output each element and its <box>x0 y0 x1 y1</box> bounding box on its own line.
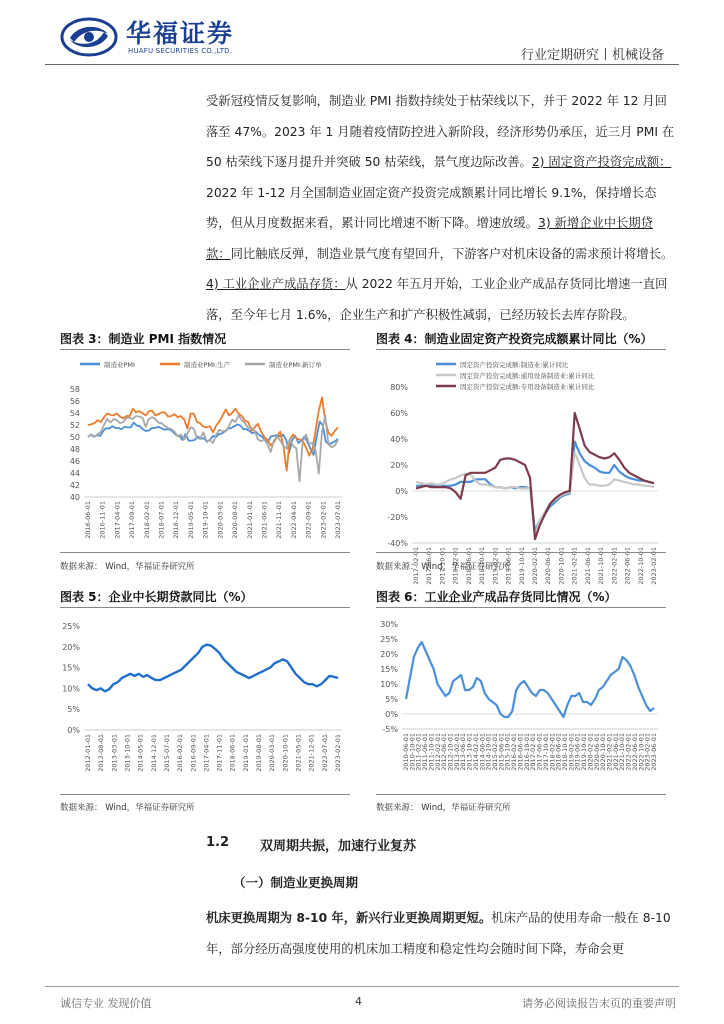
legend-label: 制造业PMI:新订单 <box>269 361 322 369</box>
y-tick-label: 25% <box>380 635 398 644</box>
section-number: 1.2 <box>206 835 230 850</box>
figure-3-source: 数据来源： Wind，华福证券研究所 <box>60 562 195 572</box>
y-tick-label: 0% <box>67 726 80 735</box>
y-tick-label: 20% <box>390 461 408 470</box>
y-tick-label: -5% <box>382 725 398 734</box>
x-tick-label: 2023-02-01 <box>319 501 328 539</box>
figure-6-source: 数据来源： Wind，华福证券研究所 <box>376 803 511 813</box>
x-tick-label: 2020-10-01 <box>599 733 608 771</box>
x-tick-label: 2021-02-01 <box>570 547 579 585</box>
x-tick-label: 2012-01-01 <box>84 734 92 772</box>
para-text: 受新冠疫情反复影响，制造业 PMI 指数持续处于枯荣线以下，并于 2022 年 12 月回落至 47%。2023 年 1 月随着疫情防控进入新阶段，经济形势仍承压，近三月 PMI 在 50 枯荣线下逐月提升并突破 50 枯荣线，景气度边际改善。 <box>206 94 675 169</box>
series-line-1 <box>88 645 338 692</box>
y-tick-label: 56 <box>69 397 80 406</box>
x-tick-label: 2018-12-01 <box>172 501 181 539</box>
x-tick-label: 2022-06-01 <box>623 547 632 585</box>
x-tick-label: 2023-07-01 <box>334 501 342 539</box>
pmi-chart <box>60 355 350 547</box>
x-tick-label: 2011-06-01 <box>421 733 430 771</box>
y-tick-label: 40 <box>69 493 80 502</box>
x-tick-label: 2021-05-01 <box>294 734 303 772</box>
x-tick-label: 2022-10-01 <box>636 547 645 585</box>
x-tick-label: 2017-11-01 <box>215 734 224 772</box>
section-title: 双周期共振，加速行业复苏 <box>260 839 417 854</box>
subsection-title: （一）制造业更换周期 <box>233 875 359 890</box>
x-tick-label: 2019-06-01 <box>573 733 582 771</box>
figure-3-rule <box>60 349 350 350</box>
y-tick-label: -40% <box>387 539 408 548</box>
x-tick-label: 2012-02-01 <box>433 733 442 771</box>
y-tick-label: 40% <box>390 435 408 444</box>
x-tick-label: 2021-06-01 <box>260 501 269 539</box>
x-tick-label: 2018-02-01 <box>451 547 460 585</box>
x-tick-label: 2014-12-01 <box>149 734 158 772</box>
x-tick-label: 2020-08-01 <box>231 501 240 539</box>
y-tick-label: 10% <box>62 684 80 694</box>
series-line-1 <box>406 642 654 717</box>
x-tick-label: 2022-02-01 <box>610 547 619 585</box>
x-tick-label: 2013-02-01 <box>452 733 461 771</box>
brand-name: 华福证券 <box>126 19 235 48</box>
x-tick-label: 2013-06-01 <box>459 733 468 771</box>
x-tick-label: 2011-02-01 <box>414 733 423 771</box>
x-tick-label: 2022-06-01 <box>630 733 639 771</box>
brand-name-en: HUAFU SECURITIES CO.,LTD. <box>128 47 233 55</box>
x-tick-label: 2013-10-01 <box>123 734 132 772</box>
para-text: 2022 年 1-12 月全国制造业固定资产投资完成额累计同比增长 9.1%，保持增长态势，但从月度数据来看，累计同比增速不断下降。增速放缓。 <box>206 185 657 230</box>
x-tick-label: 2023-02-01 <box>334 734 342 772</box>
x-tick-label: 2015-02-01 <box>491 733 500 771</box>
para-text: 从 2022 年五月开始，工业企业产成品存货同比增速一直回落，至今年七月 1.6%，企业生产和扩产积极性减弱，已经历较长去库存阶段。 <box>206 277 668 322</box>
x-tick-label: 2020-03-01 <box>216 501 225 539</box>
x-tick-label: 2012-10-01 <box>446 733 455 771</box>
figure-4-rule-bottom <box>376 552 666 553</box>
x-tick-label: 2019-06-01 <box>504 547 513 585</box>
x-tick-label: 2014-02-01 <box>471 733 480 771</box>
legend-label: 制造业PMI:生产 <box>184 361 231 369</box>
x-tick-label: 2019-10-01 <box>517 547 526 585</box>
para-lead: 机床更换周期为 8-10 年，新兴行业更换周期更短。 <box>206 911 492 925</box>
y-tick-label: 5% <box>385 695 398 704</box>
x-tick-label: 2021-10-01 <box>597 547 606 585</box>
x-tick-label: 2018-07-01 <box>157 501 166 539</box>
figure-4-source: 数据来源： Wind，华福证券研究所 <box>376 562 511 572</box>
para-text: 机床产品的使用寿命一般在 8-10 年，部分经历高强度使用的机床加工精度和稳定性均会随时间下降，寿命会更 <box>206 911 671 956</box>
x-tick-label: 2021-11-01 <box>275 501 284 539</box>
header-divider <box>45 64 679 65</box>
x-tick-label: 2018-10-01 <box>560 733 569 771</box>
y-tick-label: 15% <box>62 663 80 673</box>
y-tick-label: 10% <box>380 680 398 689</box>
legend-label: 固定资产投资完成额:制造业:累计同比 <box>460 361 569 369</box>
footer-slogan: 诚信专业 发现价值 <box>60 997 152 1010</box>
x-tick-label: 2022-10-01 <box>637 733 646 771</box>
x-tick-label: 2017-10-01 <box>438 547 447 585</box>
para-subheading: 4) 工业企业产成品存货： <box>206 277 346 291</box>
x-tick-label: 2019-02-01 <box>491 547 500 585</box>
x-tick-label: 2014-10-01 <box>484 733 493 771</box>
para-subheading: 2) 固定资产投资完成额： <box>531 155 672 169</box>
y-tick-label: 54 <box>69 409 80 418</box>
y-tick-label: 52 <box>69 421 80 430</box>
x-tick-label: 2022-02-01 <box>624 733 633 771</box>
y-tick-label: 0% <box>395 487 408 496</box>
x-tick-label: 2014-06-01 <box>478 733 487 771</box>
x-tick-label: 2015-10-01 <box>503 733 512 771</box>
para-text: 同比触底反弹，制造业景气度有望回升，下游客户对机床设备的需求预计将增长。 <box>230 246 674 261</box>
figure-6-title: 图表 6：工业企业产成品存货同比情况（%） <box>376 590 617 604</box>
x-tick-label: 2019-08-01 <box>255 734 264 772</box>
x-tick-label: 2021-06-01 <box>583 547 592 585</box>
y-tick-label: -20% <box>387 513 408 522</box>
x-tick-label: 2017-02-01 <box>412 547 420 585</box>
figure-6-rule <box>376 607 666 608</box>
body-paragraph-1 <box>206 86 676 330</box>
x-tick-label: 2021-02-01 <box>605 733 614 771</box>
x-tick-label: 2013-10-01 <box>465 733 474 771</box>
x-tick-label: 2019-10-01 <box>580 733 589 771</box>
x-tick-label: 2010-06-01 <box>402 733 410 771</box>
x-tick-label: 2017-09-01 <box>128 501 137 539</box>
x-tick-label: 2013-03-01 <box>110 734 119 772</box>
series-line-1 <box>416 442 654 532</box>
y-tick-label: 15% <box>380 665 398 674</box>
y-tick-label: 30% <box>380 620 398 629</box>
report-category: 行业定期研究丨机械设备 <box>520 48 664 63</box>
y-tick-label: 25% <box>62 622 80 631</box>
y-tick-label: 50 <box>69 433 80 442</box>
x-tick-label: 2016-10-01 <box>522 733 531 771</box>
loan-chart <box>60 612 350 790</box>
x-tick-label: 2014-05-01 <box>136 734 145 772</box>
y-tick-label: 20% <box>62 642 80 652</box>
body-paragraph-2 <box>206 903 676 964</box>
footer-disclaimer: 请务必阅读报告末页的重要声明 <box>522 997 676 1010</box>
x-tick-label: 2022-09-01 <box>304 501 313 539</box>
figure-3-title: 图表 3：制造业 PMI 指数情况 <box>60 332 227 346</box>
legend-label: 制造业PMI <box>104 361 135 369</box>
figure-4-title: 图表 4：制造业固定资产投资完成额累计同比（%） <box>376 332 653 346</box>
x-tick-label: 2020-03-01 <box>268 734 277 772</box>
x-tick-label: 2017-06-01 <box>535 733 544 771</box>
x-tick-label: 2019-10-01 <box>201 501 210 539</box>
y-tick-label: 44 <box>69 469 80 478</box>
x-tick-label: 2023-02-01 <box>650 547 658 585</box>
x-tick-label: 2019-02-01 <box>567 733 576 771</box>
series-line-1 <box>88 421 338 455</box>
x-tick-label: 2016-11-01 <box>98 501 107 539</box>
figure-5-title: 图表 5：企业中长期贷款同比（%） <box>60 590 253 604</box>
page-number: 4 <box>355 995 362 1008</box>
x-tick-label: 2020-10-01 <box>281 734 290 772</box>
x-tick-label: 2017-10-01 <box>541 733 550 771</box>
x-tick-label: 2019-05-01 <box>186 501 195 539</box>
y-tick-label: 20% <box>380 650 398 659</box>
x-tick-label: 2015-07-01 <box>162 734 171 772</box>
x-tick-label: 2023-02-01 <box>643 733 652 771</box>
x-tick-label: 2017-04-01 <box>113 501 122 539</box>
figure-5-rule <box>60 607 350 608</box>
x-tick-label: 2021-10-01 <box>618 733 627 771</box>
inventory-chart <box>376 612 666 790</box>
x-tick-label: 2018-06-01 <box>464 547 473 585</box>
x-tick-label: 2016-02-01 <box>176 734 185 772</box>
figure-5-source: 数据来源： Wind，华福证券研究所 <box>60 803 195 813</box>
x-tick-label: 2016-02-01 <box>510 733 519 771</box>
x-tick-label: 2017-06-01 <box>425 547 434 585</box>
x-tick-label: 2020-10-01 <box>557 547 566 585</box>
x-tick-label: 2011-10-01 <box>427 733 436 771</box>
y-tick-label: 0% <box>385 710 398 719</box>
x-tick-label: 2018-10-01 <box>478 547 487 585</box>
para-subheading: 3) 新增企业中长期贷款： <box>206 216 653 261</box>
x-tick-label: 2018-06-01 <box>554 733 563 771</box>
legend-label: 固定资产投资完成额:专用设备制造业:累计同比 <box>460 383 595 391</box>
y-tick-label: 46 <box>69 457 80 466</box>
figure-4-rule <box>376 349 666 350</box>
x-tick-label: 2022-04-01 <box>289 501 298 539</box>
x-tick-label: 2015-06-01 <box>497 733 506 771</box>
x-tick-label: 2012-08-01 <box>97 734 106 772</box>
y-tick-label: 58 <box>69 385 80 394</box>
footer-divider <box>45 986 679 987</box>
y-tick-label: 48 <box>69 445 80 454</box>
x-tick-label: 2018-06-01 <box>228 734 237 772</box>
x-tick-label: 2016-06-01 <box>516 733 525 771</box>
x-tick-label: 2022-07-01 <box>320 734 329 772</box>
x-tick-label: 2016-06-01 <box>84 501 92 539</box>
legend-label: 固定资产投资完成额:通用设备制造业:累计同比 <box>460 372 595 380</box>
x-tick-label: 2018-02-01 <box>142 501 151 539</box>
x-tick-label: 2017-04-01 <box>202 734 211 772</box>
x-tick-label: 2020-06-01 <box>544 547 553 585</box>
x-tick-label: 2012-06-01 <box>440 733 449 771</box>
figure-6-rule-bottom <box>376 794 666 795</box>
x-tick-label: 2023-06-01 <box>650 733 658 771</box>
y-tick-label: 80% <box>390 383 408 392</box>
brand-logo-icon <box>60 16 122 58</box>
x-tick-label: 2020-02-01 <box>531 547 539 585</box>
y-tick-label: 60% <box>390 409 408 418</box>
x-tick-label: 2016-09-01 <box>189 734 198 772</box>
y-tick-label: 42 <box>69 481 80 490</box>
series-line-3 <box>88 415 338 481</box>
x-tick-label: 2021-01-01 <box>245 501 254 539</box>
x-tick-label: 2018-02-01 <box>548 733 557 771</box>
x-tick-label: 2019-01-01 <box>241 734 250 772</box>
x-tick-label: 2020-02-01 <box>586 733 595 771</box>
series-line-3 <box>416 413 654 539</box>
x-tick-label: 2017-02-01 <box>529 733 538 771</box>
x-tick-label: 2020-06-01 <box>592 733 601 771</box>
x-tick-label: 2021-12-01 <box>307 734 316 772</box>
y-tick-label: 5% <box>67 705 80 715</box>
figure-5-rule-bottom <box>60 794 350 795</box>
x-tick-label: 2010-10-01 <box>408 733 417 771</box>
x-tick-label: 2021-06-01 <box>611 733 620 771</box>
figure-3-rule-bottom <box>60 552 350 553</box>
